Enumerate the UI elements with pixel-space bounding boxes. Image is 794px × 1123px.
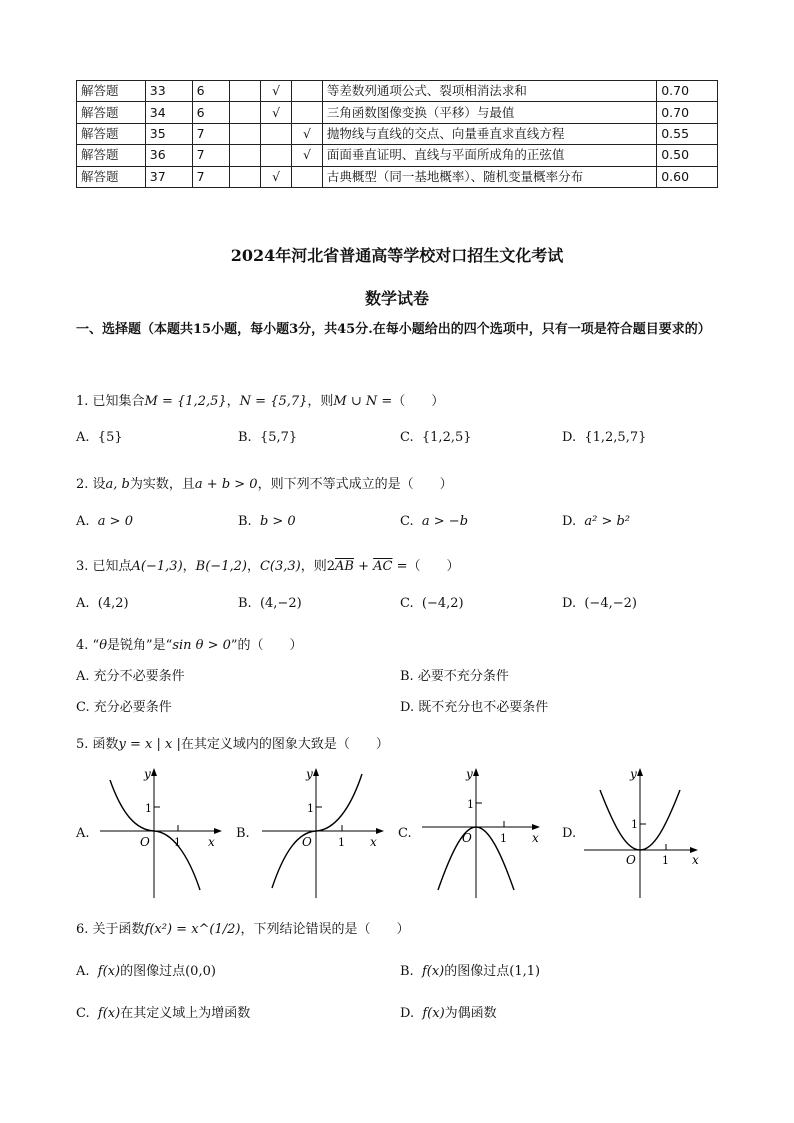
svg-text:y: y: [466, 767, 473, 781]
q6-option-d[interactable]: D. f(x)为偶函数: [400, 1006, 497, 1021]
table-cell-type: 解答题: [77, 123, 146, 144]
q6-option-a[interactable]: A. f(x)的图像过点(0,0): [76, 964, 216, 979]
union-expr: M ∪ N =: [333, 394, 393, 409]
table-cell-topic: 等差数列通项公式、裂项相消法求和: [322, 81, 656, 102]
q2-option-d[interactable]: D. a² > b²: [562, 514, 631, 529]
table-cell-c4: √: [261, 166, 292, 187]
question-1: 1. 已知集合M = {1,2,5}，N = {5,7}，则M ∪ N =（ ）: [76, 394, 445, 409]
q5-option-c[interactable]: C.: [398, 826, 412, 841]
table-cell-type: 解答题: [77, 102, 146, 123]
q2-option-c[interactable]: C. a > −b: [400, 514, 469, 529]
table-cell-score: 7: [192, 123, 230, 144]
table-cell-diff: 0.50: [657, 145, 718, 166]
table-cell-diff: 0.60: [657, 166, 718, 187]
table-cell-c3: [230, 145, 261, 166]
table-cell-diff: 0.70: [657, 81, 718, 102]
q3-option-d[interactable]: D. (−4,−2): [562, 596, 637, 611]
svg-text:x: x: [208, 835, 215, 849]
table-cell-c4: [261, 145, 292, 166]
svg-text:O: O: [140, 835, 150, 849]
svg-text:1: 1: [631, 818, 638, 831]
q3-option-c[interactable]: C. (−4,2): [400, 596, 464, 611]
table-cell-type: 解答题: [77, 145, 146, 166]
table-row: [77, 81, 718, 102]
table-cell-c5: √: [292, 123, 323, 144]
table-cell-num: 34: [145, 102, 192, 123]
q4-option-a[interactable]: A. 充分不必要条件: [76, 669, 185, 684]
graph-b: [258, 764, 388, 900]
vector-ac: $\overline{AC}$: [373, 559, 393, 574]
table-cell-topic: 古典概型（同一基地概率）、随机变量概率分布: [322, 166, 656, 187]
set-m: M = {1,2,5}: [144, 394, 227, 409]
q1-option-b[interactable]: B. {5,7}: [238, 430, 298, 445]
func-f: f(x²) = x^(1/2): [144, 922, 241, 937]
svg-text:x: x: [370, 835, 377, 849]
q6-option-b[interactable]: B. f(x)的图像过点(1,1): [400, 964, 541, 979]
q2-option-a[interactable]: A. a > 0: [76, 514, 133, 529]
q1-option-a[interactable]: A. {5}: [76, 430, 123, 445]
table-cell-score: 7: [192, 166, 230, 187]
svg-text:y: y: [144, 767, 151, 781]
set-n: N = {5,7}: [239, 394, 308, 409]
table-cell-score: 6: [192, 102, 230, 123]
svg-text:1: 1: [467, 798, 474, 811]
table-cell-topic: 面面垂直证明、直线与平面所成角的正弦值: [322, 145, 656, 166]
table-cell-c5: [292, 166, 323, 187]
table-cell-num: 35: [145, 123, 192, 144]
table-row: [77, 145, 718, 166]
question-3: 3. 已知点A(−1,3)，B(−1,2)，C(3,3)，则$2\overline{AB} + \overline{AC}$ =（ ）: [76, 559, 460, 574]
q4-option-d[interactable]: D. 既不充分也不必要条件: [400, 700, 549, 715]
table-cell-diff: 0.70: [657, 102, 718, 123]
svg-text:O: O: [302, 835, 312, 849]
svg-text:y: y: [630, 767, 637, 781]
table-cell-num: 33: [145, 81, 192, 102]
table-cell-c5: √: [292, 145, 323, 166]
table-cell-c5: [292, 102, 323, 123]
graph-d: [580, 764, 710, 900]
svg-text:1: 1: [338, 836, 345, 849]
table-cell-c3: [230, 166, 261, 187]
table-cell-c3: [230, 102, 261, 123]
svg-text:O: O: [462, 831, 472, 845]
question-4: 4. “θ是锐角”是“sin θ > 0”的（ ）: [76, 638, 303, 653]
table-cell-topic: 抛物线与直线的交点、向量垂直求直线方程: [322, 123, 656, 144]
svg-text:x: x: [692, 853, 699, 867]
svg-text:y: y: [306, 767, 313, 781]
table-row: [77, 102, 718, 123]
question-6: 6. 关于函数f(x²) = x^(1/2)，下列结论错误的是（ ）: [76, 922, 410, 937]
q5-option-a[interactable]: A.: [76, 826, 90, 841]
graph-c: [418, 764, 548, 900]
section-heading: 一、选择题（本题共15小题，每小题3分，共45分.在每小题给出的四个选项中，只有一项是符合题目要求的）: [76, 322, 711, 337]
svg-text:1: 1: [145, 802, 152, 815]
table-cell-num: 37: [145, 166, 192, 187]
spec-table: [76, 80, 718, 188]
table-cell-c4: √: [261, 102, 292, 123]
table-cell-c4: [261, 123, 292, 144]
question-2: 2. 设a, b为实数，且a + b > 0，则下列不等式成立的是（ ）: [76, 477, 453, 492]
table-cell-topic: 三角函数图像变换（平移）与最值: [322, 102, 656, 123]
exam-subtitle: 数学试卷: [364, 289, 429, 308]
q4-option-b[interactable]: B. 必要不充分条件: [400, 669, 509, 684]
table-cell-diff: 0.55: [657, 123, 718, 144]
svg-text:O: O: [626, 853, 636, 867]
table-cell-c4: √: [261, 81, 292, 102]
graph-a: [96, 764, 226, 900]
q3-option-a[interactable]: A. (4,2): [76, 596, 129, 611]
vector-ab: $\overline{AB}$: [335, 559, 354, 574]
q3-option-b[interactable]: B. (4,−2): [238, 596, 302, 611]
q1-option-d[interactable]: D. {1,2,5,7}: [562, 430, 647, 445]
table-cell-c3: [230, 81, 261, 102]
q2-option-b[interactable]: B. b > 0: [238, 514, 296, 529]
svg-text:1: 1: [307, 802, 314, 815]
svg-text:1: 1: [662, 854, 669, 867]
table-cell-num: 36: [145, 145, 192, 166]
question-5: 5. 函数y = x | x |在其定义域内的图象大致是（ ）: [76, 737, 389, 752]
svg-text:1: 1: [500, 832, 507, 845]
svg-text:x: x: [532, 831, 539, 845]
table-cell-type: 解答题: [77, 81, 146, 102]
table-cell-c5: [292, 81, 323, 102]
table-cell-score: 6: [192, 81, 230, 102]
table-cell-type: 解答题: [77, 166, 146, 187]
q1-option-c[interactable]: C. {1,2,5}: [400, 430, 472, 445]
exam-title: 2024年河北省普通高等学校对口招生文化考试: [230, 246, 564, 265]
q5-option-d[interactable]: D.: [562, 826, 577, 841]
q6-option-c[interactable]: C. f(x)在其定义域上为增函数: [76, 1006, 251, 1021]
table-cell-score: 7: [192, 145, 230, 166]
table-row: [77, 123, 718, 144]
q4-option-c[interactable]: C. 充分必要条件: [76, 700, 172, 715]
svg-text:1: 1: [174, 836, 181, 849]
q5-option-b[interactable]: B.: [236, 826, 250, 841]
table-row: [77, 166, 718, 187]
table-cell-c3: [230, 123, 261, 144]
